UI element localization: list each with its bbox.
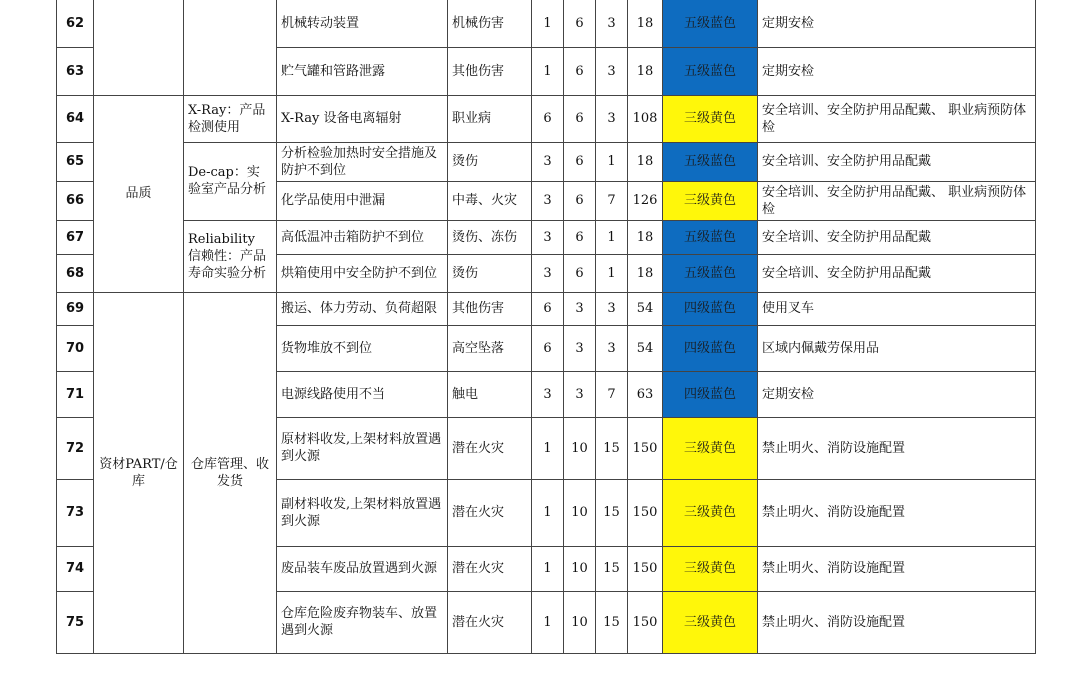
- hazard-cell: X-Ray 设备电离辐射: [277, 95, 448, 142]
- accident-type-cell: 潜在火灾: [448, 417, 532, 479]
- row-number: 73: [57, 479, 94, 546]
- accident-type-cell: 机械伤害: [448, 0, 532, 47]
- hazard-cell: 高低温冲击箱防护不到位: [277, 220, 448, 254]
- c-value: 1: [596, 220, 628, 254]
- risk-level-badge: 四级蓝色: [663, 292, 758, 325]
- d-value: 150: [628, 479, 663, 546]
- hazard-cell: 贮气罐和管路泄露: [277, 47, 448, 95]
- row-number: 74: [57, 546, 94, 591]
- c-value: 15: [596, 591, 628, 653]
- c-value: 3: [596, 325, 628, 371]
- row-number: 67: [57, 220, 94, 254]
- l-value: 6: [532, 95, 564, 142]
- department-cell: 品质: [94, 95, 184, 292]
- accident-type-cell: 潜在火灾: [448, 546, 532, 591]
- control-measures-cell: 安全培训、安全防护用品配戴: [758, 142, 1036, 181]
- row-number: 68: [57, 254, 94, 292]
- row-number: 72: [57, 417, 94, 479]
- process-cell: Reliability 信赖性：产品寿命实验分析: [184, 220, 277, 292]
- control-measures-cell: 禁止明火、消防设施配置: [758, 546, 1036, 591]
- d-value: 18: [628, 0, 663, 47]
- row-number: 63: [57, 47, 94, 95]
- accident-type-cell: 职业病: [448, 95, 532, 142]
- e-value: 10: [564, 479, 596, 546]
- c-value: 15: [596, 479, 628, 546]
- accident-type-cell: 高空坠落: [448, 325, 532, 371]
- hazard-cell: 仓库危险废弃物装车、放置遇到火源: [277, 591, 448, 653]
- control-measures-cell: 安全培训、安全防护用品配戴: [758, 254, 1036, 292]
- l-value: 3: [532, 371, 564, 417]
- table-row: [57, 292, 1036, 325]
- risk-level-badge: 三级黄色: [663, 479, 758, 546]
- l-value: 3: [532, 181, 564, 220]
- e-value: 6: [564, 47, 596, 95]
- accident-type-cell: 潜在火灾: [448, 591, 532, 653]
- table-row: [57, 0, 1036, 47]
- control-measures-cell: 安全培训、安全防护用品配戴、 职业病预防体检: [758, 95, 1036, 142]
- accident-type-cell: 烫伤: [448, 254, 532, 292]
- d-value: 54: [628, 325, 663, 371]
- row-number: 75: [57, 591, 94, 653]
- hazard-cell: 烘箱使用中安全防护不到位: [277, 254, 448, 292]
- accident-type-cell: 其他伤害: [448, 292, 532, 325]
- accident-type-cell: 触电: [448, 371, 532, 417]
- d-value: 150: [628, 417, 663, 479]
- risk-assessment-table: [56, 0, 1036, 654]
- row-number: 71: [57, 371, 94, 417]
- c-value: 1: [596, 142, 628, 181]
- risk-level-badge: 五级蓝色: [663, 254, 758, 292]
- hazard-cell: 电源线路使用不当: [277, 371, 448, 417]
- hazard-cell: 货物堆放不到位: [277, 325, 448, 371]
- l-value: 6: [532, 292, 564, 325]
- d-value: 54: [628, 292, 663, 325]
- l-value: 3: [532, 142, 564, 181]
- l-value: 1: [532, 47, 564, 95]
- risk-level-badge: 五级蓝色: [663, 47, 758, 95]
- control-measures-cell: 区域内佩戴劳保用品: [758, 325, 1036, 371]
- control-measures-cell: 定期安检: [758, 47, 1036, 95]
- hazard-cell: 原材料收发,上架材料放置遇到火源: [277, 417, 448, 479]
- control-measures-cell: 安全培训、安全防护用品配戴: [758, 220, 1036, 254]
- risk-level-badge: 三级黄色: [663, 417, 758, 479]
- control-measures-cell: 使用叉车: [758, 292, 1036, 325]
- l-value: 3: [532, 220, 564, 254]
- d-value: 150: [628, 591, 663, 653]
- l-value: 3: [532, 254, 564, 292]
- row-number: 65: [57, 142, 94, 181]
- row-number: 70: [57, 325, 94, 371]
- process-cell: [184, 0, 277, 95]
- l-value: 6: [532, 325, 564, 371]
- accident-type-cell: 烫伤、冻伤: [448, 220, 532, 254]
- hazard-cell: 分析检验加热时安全措施及防护不到位: [277, 142, 448, 181]
- hazard-cell: 化学品使用中泄漏: [277, 181, 448, 220]
- process-cell: 仓库管理、收发货: [184, 292, 277, 653]
- d-value: 18: [628, 47, 663, 95]
- c-value: 7: [596, 181, 628, 220]
- table-row: [57, 142, 1036, 181]
- control-measures-cell: 禁止明火、消防设施配置: [758, 479, 1036, 546]
- c-value: 15: [596, 417, 628, 479]
- c-value: 15: [596, 546, 628, 591]
- risk-level-badge: 三级黄色: [663, 95, 758, 142]
- c-value: 1: [596, 254, 628, 292]
- l-value: 1: [532, 417, 564, 479]
- e-value: 10: [564, 417, 596, 479]
- process-cell: De-cap：实验室产品分析: [184, 142, 277, 220]
- risk-level-badge: 三级黄色: [663, 181, 758, 220]
- risk-level-badge: 五级蓝色: [663, 0, 758, 47]
- risk-level-badge: 三级黄色: [663, 591, 758, 653]
- row-number: 66: [57, 181, 94, 220]
- e-value: 10: [564, 591, 596, 653]
- d-value: 126: [628, 181, 663, 220]
- row-number: 69: [57, 292, 94, 325]
- e-value: 6: [564, 220, 596, 254]
- d-value: 18: [628, 142, 663, 181]
- c-value: 7: [596, 371, 628, 417]
- risk-level-badge: 三级黄色: [663, 546, 758, 591]
- d-value: 150: [628, 546, 663, 591]
- e-value: 6: [564, 181, 596, 220]
- hazard-cell: 废品装车废品放置遇到火源: [277, 546, 448, 591]
- d-value: 18: [628, 220, 663, 254]
- e-value: 6: [564, 95, 596, 142]
- e-value: 6: [564, 0, 596, 47]
- d-value: 18: [628, 254, 663, 292]
- c-value: 3: [596, 95, 628, 142]
- row-number: 62: [57, 0, 94, 47]
- accident-type-cell: 其他伤害: [448, 47, 532, 95]
- c-value: 3: [596, 0, 628, 47]
- control-measures-cell: 禁止明火、消防设施配置: [758, 591, 1036, 653]
- department-cell: [94, 0, 184, 95]
- l-value: 1: [532, 546, 564, 591]
- hazard-cell: 搬运、体力劳动、负荷超限: [277, 292, 448, 325]
- accident-type-cell: 潜在火灾: [448, 479, 532, 546]
- e-value: 10: [564, 546, 596, 591]
- hazard-cell: 副材料收发,上架材料放置遇到火源: [277, 479, 448, 546]
- c-value: 3: [596, 47, 628, 95]
- e-value: 3: [564, 325, 596, 371]
- table-row: [57, 95, 1036, 142]
- accident-type-cell: 烫伤: [448, 142, 532, 181]
- c-value: 3: [596, 292, 628, 325]
- risk-level-badge: 四级蓝色: [663, 325, 758, 371]
- accident-type-cell: 中毒、火灾: [448, 181, 532, 220]
- risk-level-badge: 四级蓝色: [663, 371, 758, 417]
- e-value: 3: [564, 292, 596, 325]
- control-measures-cell: 定期安检: [758, 0, 1036, 47]
- l-value: 1: [532, 479, 564, 546]
- l-value: 1: [532, 591, 564, 653]
- department-cell: 资材PART/仓库: [94, 292, 184, 653]
- row-number: 64: [57, 95, 94, 142]
- hazard-cell: 机械转动装置: [277, 0, 448, 47]
- d-value: 63: [628, 371, 663, 417]
- e-value: 6: [564, 254, 596, 292]
- table-row: [57, 220, 1036, 254]
- risk-level-badge: 五级蓝色: [663, 142, 758, 181]
- control-measures-cell: 定期安检: [758, 371, 1036, 417]
- e-value: 6: [564, 142, 596, 181]
- control-measures-cell: 安全培训、安全防护用品配戴、 职业病预防体检: [758, 181, 1036, 220]
- control-measures-cell: 禁止明火、消防设施配置: [758, 417, 1036, 479]
- risk-level-badge: 五级蓝色: [663, 220, 758, 254]
- l-value: 1: [532, 0, 564, 47]
- process-cell: X-Ray：产品检测使用: [184, 95, 277, 142]
- d-value: 108: [628, 95, 663, 142]
- e-value: 3: [564, 371, 596, 417]
